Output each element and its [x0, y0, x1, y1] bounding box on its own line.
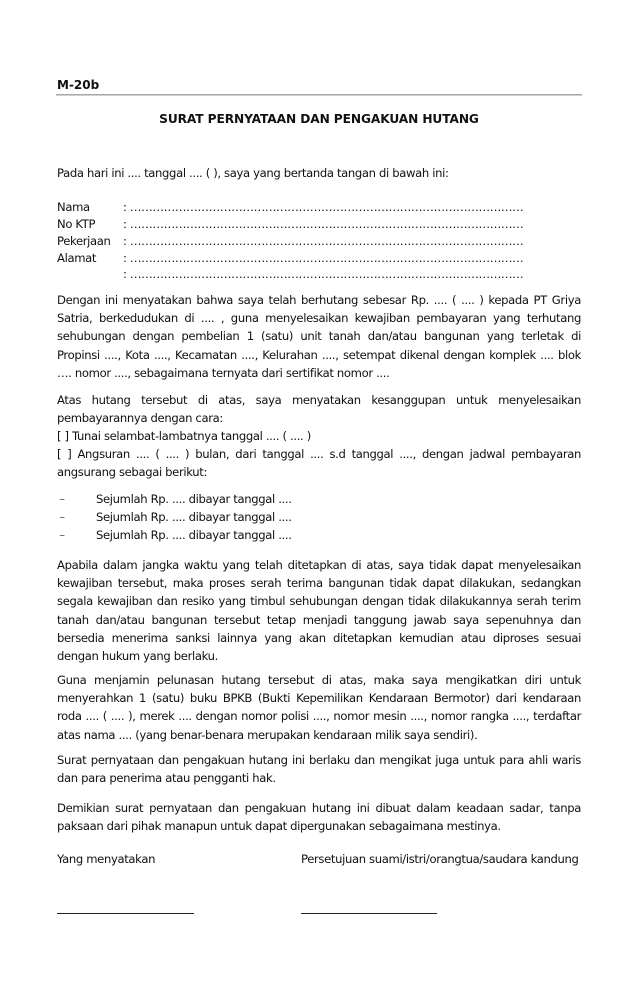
- field-label: Pekerjaan: [57, 234, 111, 248]
- consent-signature-line: [301, 913, 437, 914]
- document-title: SURAT PERNYATAAN DAN PENGAKUAN HUTANG: [159, 112, 479, 126]
- dash-icon: –: [59, 492, 65, 506]
- dash-icon: –: [59, 528, 65, 542]
- collateral-paragraph: Guna menjamin pelunasan hutang tersebut di atas, maka saya mengikatkan diri untuk menyerahkan 1 (satu) buku BPKB (Bukti Kepemilikan Kendaraan Bermotor) dari kendaraan roda .... ( .... ), merek .... dengan nomor polisi ...., nomor mesin ...., nomor rangka ...., terdaftar atas nama .... (yang benar-benara merupakan kendaraan milik saya sendiri).: [57, 673, 581, 742]
- dash-icon: –: [59, 510, 65, 524]
- binding-heirs-paragraph: Surat pernyataan dan pengakuan hutang ini berlaku dan mengikat juga untuk para ahli waris dan para penerima atau pengganti hak.: [57, 753, 581, 786]
- field-alamat-continued: [57, 266, 581, 283]
- header-divider: [56, 94, 582, 96]
- consent-label: Persetujuan suami/istri/orangtua/saudara kandung: [301, 852, 579, 866]
- field-no-ktp: [57, 216, 581, 233]
- field-value: : ……………………………………………………………………………………………: [123, 217, 524, 231]
- field-value: : ……………………………………………………………………………………………: [123, 267, 524, 281]
- form-code: M-20b: [57, 78, 100, 92]
- payment-commitment-paragraph: Atas hutang tersebut di atas, saya menyatakan kesanggupan untuk menyelesaikan pembayarannya dengan cara:: [57, 393, 581, 426]
- field-label: Nama: [57, 200, 90, 214]
- default-consequence-paragraph: Apabila dalam jangka waktu yang telah ditetapkan di atas, saya tidak dapat menyelesaikan kewajiban tersebut, maka proses serah terima bangunan tidak dapat dilakukan, sedangkan segala kewajiban dan resiko yang timbul sehubungan dengan tidak dilakukannya serah terim tanah dan/atau bangunan tersebut tetap menjadi tanggung jawab saya sepenuhnya dan bersedia menerima sanksi lainnya yang akan ditetapkan kemudian atau diproses sesuai dengan hukum yang berlaku.: [57, 558, 581, 664]
- field-value: : ……………………………………………………………………………………………: [123, 234, 524, 248]
- signatory-label: Yang menyatakan: [57, 852, 156, 866]
- field-nama: [57, 199, 581, 216]
- debt-statement-paragraph: Dengan ini menyatakan bahwa saya telah berhutang sebesar Rp. .... ( .... ) kepada PT Griya Satria, berkedudukan di .... , guna menyelesaikan kewajiban pembayaran yang terhutang sehubungan dengan pembelian 1 (satu) unit tanah dan/atau bangunan yang terletak di Propinsi ...., Kota ...., Kecamatan ...., Kelurahan ...., setempat dikenal dengan komplek .... blok …. nomor ...., sebagaimana ternyata dari sertifikat nomor ....: [57, 293, 581, 380]
- field-label: Alamat: [57, 251, 97, 265]
- field-alamat: [57, 250, 581, 267]
- intro-text: Pada hari ini .... tanggal .... ( ), saya yang bertanda tangan di bawah ini:: [57, 166, 449, 180]
- field-value: : ……………………………………………………………………………………………: [123, 251, 524, 265]
- field-pekerjaan: [57, 233, 581, 250]
- field-label: No KTP: [57, 217, 96, 231]
- option-installment: [ ] Angsuran .... ( .... ) bulan, dari tanggal .... s.d tanggal ...., dengan jadwal pembayaran angsurang sebagai berikut:: [57, 447, 581, 480]
- option-cash: [ ] Tunai selambat-lambatnya tanggal .... ( .... ): [57, 429, 311, 443]
- signatory-signature-line: [57, 913, 194, 914]
- closing-paragraph: Demikian surat pernyataan dan pengakuan hutang ini dibuat dalam keadaan sadar, tanpa paksaan dari pihak manapun untuk dapat dipergunakan sebagaimana mestinya.: [57, 801, 581, 834]
- field-value: : ……………………………………………………………………………………………: [123, 200, 524, 214]
